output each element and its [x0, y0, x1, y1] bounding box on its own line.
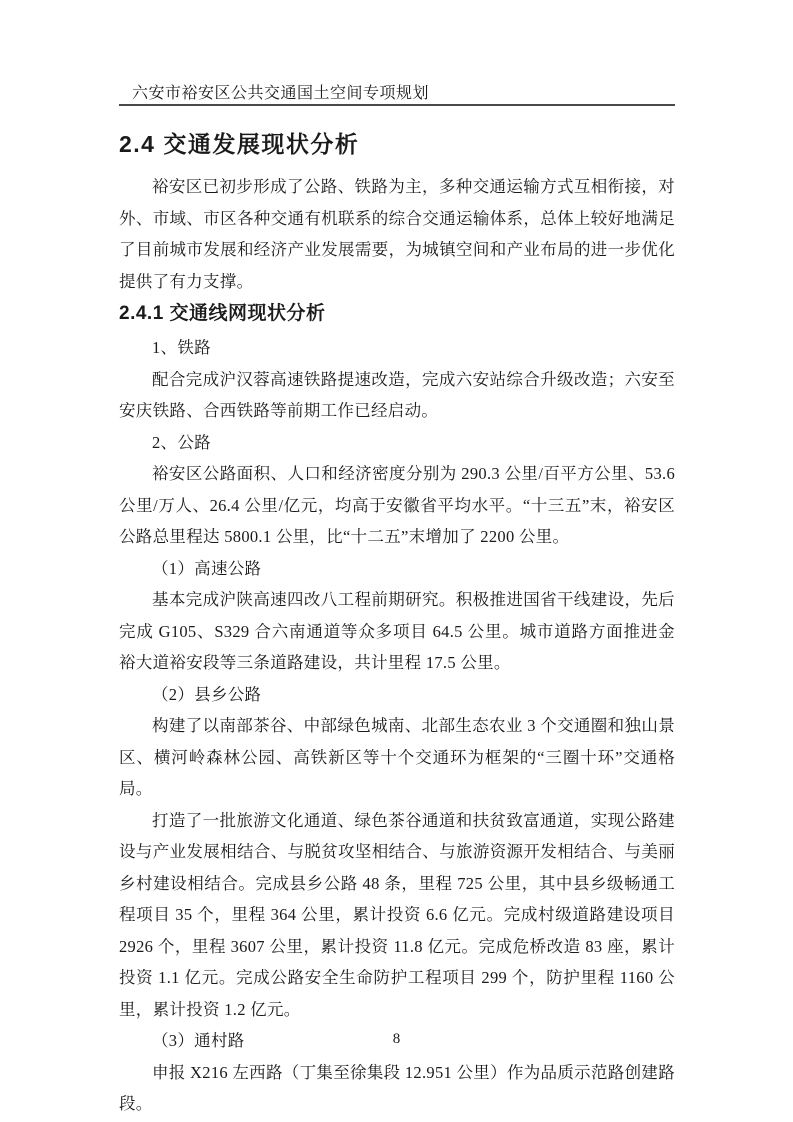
running-header-title: 六安市裕安区公共交通国土空间专项规划	[132, 85, 430, 102]
paragraph: 构建了以南部茶谷、中部绿色城南、北部生态农业 3 个交通圈和独山景区、横河岭森林公园、高铁新区等十个交通环为框架的“三圈十环”交通格局。	[119, 716, 675, 798]
section-heading: 2.4 交通发展现状分析	[119, 131, 360, 157]
page-number: 8	[392, 1031, 401, 1047]
paragraph: 裕安区公路面积、人口和经济密度分别为 290.3 公里/百平方公里、53.6 公里/万人、26.4 公里/亿元，均高于安徽省平均水平。“十三五”末，裕安区公路总里程达 5800.1 公里，比“十二五”末增加了 2200 公里。	[119, 464, 675, 546]
paragraph: 2、公路	[152, 432, 211, 452]
paragraph: （1）高速公路	[152, 558, 262, 578]
page-footer	[0, 1030, 793, 1048]
paragraph: 配合完成沪汉蓉高速铁路提速改造，完成六安站综合升级改造；六安至安庆铁路、合西铁路等前期工作已经启动。	[119, 369, 675, 420]
header-rule	[119, 104, 675, 106]
document-body	[119, 130, 675, 1120]
paragraph: 打造了一批旅游文化通道、绿色茶谷通道和扶贫致富通道，实现公路建设与产业发展相结合、与脱贫攻坚相结合、与旅游资源开发相结合、与美丽乡村建设相结合。完成县乡公路 48 条，里程 725 公里，其中县乡级畅通工程项目 35 个，里程 364 公里，累计投资 6.6 亿元。完成村级道路建设项目 2926 个，里程 3607 公里，累计投资 11.8 亿元。完成危桥改造 83 座，累计投资 1.1 亿元。完成公路安全生命防护工程项目 299 个，防护里程 1160 公里，累计投资 1.2 亿元。	[119, 810, 675, 1019]
paragraph: 申报 X216 左西路（丁集至徐集段 12.951 公里）作为品质示范路创建路段。	[119, 1062, 675, 1113]
paragraph: （3）通村路	[152, 1031, 245, 1050]
subsection-heading: 2.4.1 交通线网现状分析	[119, 303, 326, 324]
paragraph: （2）县乡公路	[152, 684, 262, 704]
page-header	[119, 84, 675, 106]
paragraph: 基本完成沪陕高速四改八工程前期研究。积极推进国省干线建设，先后完成 G105、S329 合六南通道等众多项目 64.5 公里。城市道路方面推进金裕大道裕安段等三条道路建设，共计里程 17.5 公里。	[119, 590, 675, 672]
paragraph: 裕安区已初步形成了公路、铁路为主，多种交通运输方式互相衔接，对外、市域、市区各种交通有机联系的综合交通运输体系，总体上较好地满足了目前城市发展和经济产业发展需要，为城镇空间和产业布局的进一步优化提供了有力支撑。	[119, 177, 675, 291]
paragraph: 1、铁路	[152, 338, 211, 357]
